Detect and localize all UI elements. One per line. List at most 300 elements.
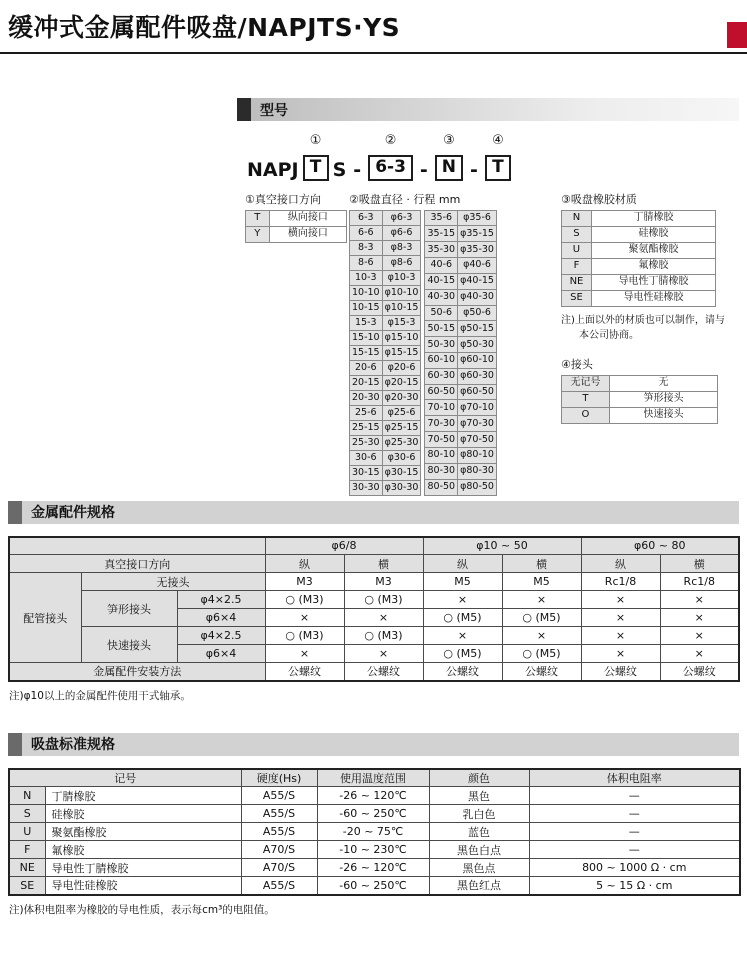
table-row <box>425 242 496 258</box>
color-cell: 黑色点 <box>429 859 529 877</box>
phi-cell: φ70-50 <box>458 432 497 448</box>
table-row <box>425 289 496 305</box>
material-cell: 硅橡胶 <box>45 805 241 823</box>
table-row <box>425 447 496 463</box>
rubber-material-label: ③吸盘橡胶材质 <box>560 192 637 206</box>
code-cell: 50-15 <box>425 321 458 337</box>
orientation-cell: 横 <box>502 555 581 573</box>
model-code-separator: - <box>470 158 478 181</box>
phi-cell: φ40-30 <box>458 289 497 305</box>
rubber-material-table <box>561 210 716 307</box>
table-row <box>350 345 421 360</box>
material-cell: 导电性硅橡胶 <box>45 877 241 895</box>
metal-note: 注)φ10以上的金属配件使用干式轴承。 <box>9 689 191 702</box>
code-cell: 40-15 <box>425 273 458 289</box>
pad-section-title: 吸盘标准规格 <box>31 737 115 754</box>
phi-cell: φ15-3 <box>382 315 421 330</box>
code-cell: Y <box>246 226 270 242</box>
section-marker-icon <box>8 501 22 524</box>
table-row <box>9 859 740 877</box>
value-cell: 氟橡胶 <box>591 258 715 274</box>
code-cell: 60-30 <box>425 368 458 384</box>
table-row <box>425 384 496 400</box>
model-code-fixed-s: S <box>332 158 347 181</box>
diameter-stroke-tables <box>349 210 497 496</box>
code-cell: 35-30 <box>425 242 458 258</box>
table-row <box>425 226 496 242</box>
phi-cell: φ15-15 <box>382 345 421 360</box>
code-cell: 70-10 <box>425 400 458 416</box>
rubber-note-line1: 注)上面以外的材质也可以制作，请与 <box>560 314 725 326</box>
color-cell: 黑色白点 <box>429 841 529 859</box>
code-cell: S <box>561 226 591 242</box>
temperature-cell: -20 ~ 75℃ <box>317 823 429 841</box>
phi-cell: φ15-10 <box>382 330 421 345</box>
value-cell: × <box>344 609 423 627</box>
orientation-cell: 横 <box>660 555 739 573</box>
table-row <box>9 823 740 841</box>
table-row <box>350 420 421 435</box>
code-cell: 6-6 <box>350 225 383 240</box>
size-cell: φ4×2.5 <box>177 627 265 645</box>
phi-cell: φ10-10 <box>382 285 421 300</box>
page-header <box>0 0 747 54</box>
code-cell: 40-30 <box>425 289 458 305</box>
value-cell: ○ (M3) <box>265 591 344 609</box>
phi-cell: φ6-6 <box>382 225 421 240</box>
value-cell: ○ (M3) <box>265 627 344 645</box>
value-cell: × <box>423 627 502 645</box>
table-row <box>425 337 496 353</box>
table-row <box>9 787 740 805</box>
table-row <box>425 432 496 448</box>
table-row <box>350 225 421 240</box>
pad-section-header <box>8 733 739 756</box>
code-cell: F <box>561 258 591 274</box>
table-row <box>425 210 496 226</box>
code-cell: 25-30 <box>350 435 383 450</box>
table-row <box>350 330 421 345</box>
hardness-cell: A55/S <box>241 877 317 895</box>
hardness-cell: A70/S <box>241 859 317 877</box>
phi-cell: φ8-6 <box>382 255 421 270</box>
size-cell: φ4×2.5 <box>177 591 265 609</box>
callout-2: ② <box>384 133 397 148</box>
phi-cell: φ20-30 <box>382 390 421 405</box>
orientation-cell: 横 <box>344 555 423 573</box>
code-cell: 8-6 <box>350 255 383 270</box>
table-row <box>350 210 421 225</box>
phi-cell: φ40-15 <box>458 273 497 289</box>
code-cell: 35-6 <box>425 210 458 226</box>
table-row <box>561 274 715 290</box>
mounting-label-cell: 金属配件安装方法 <box>9 663 265 681</box>
phi-cell: φ70-10 <box>458 400 497 416</box>
model-code-prefix: NAPJ <box>247 158 299 181</box>
resistivity-cell: — <box>529 805 740 823</box>
phi-cell: φ20-6 <box>382 360 421 375</box>
code-cell: 10-15 <box>350 300 383 315</box>
value-cell: × <box>581 645 660 663</box>
table-row <box>425 368 496 384</box>
value-cell: M3 <box>344 573 423 591</box>
code-cell: 40-6 <box>425 258 458 274</box>
value-cell: × <box>423 591 502 609</box>
table-row <box>350 450 421 465</box>
phi-cell: φ70-30 <box>458 416 497 432</box>
page-title: 缓冲式金属配件吸盘/NAPJTS·YS <box>8 13 401 42</box>
value-cell: 公螺纹 <box>344 663 423 681</box>
code-cell: 70-50 <box>425 432 458 448</box>
table-row <box>9 663 739 681</box>
model-option-tables <box>245 191 747 496</box>
value-cell: × <box>502 627 581 645</box>
table-row <box>9 573 739 591</box>
hardness-cell: A55/S <box>241 787 317 805</box>
value-cell: ○ (M3) <box>344 591 423 609</box>
code-cell: 25-15 <box>350 420 383 435</box>
orientation-cell: 纵 <box>265 555 344 573</box>
table-row <box>425 416 496 432</box>
phi-cell: φ30-30 <box>382 480 421 495</box>
size-group-header: φ6/8 <box>265 537 423 555</box>
phi-cell: φ10-15 <box>382 300 421 315</box>
table-row <box>9 877 740 895</box>
material-cell: 氟橡胶 <box>45 841 241 859</box>
code-cell: 80-10 <box>425 447 458 463</box>
code-cell: 30-6 <box>350 450 383 465</box>
value-cell: × <box>581 609 660 627</box>
phi-cell: φ10-3 <box>382 270 421 285</box>
value-cell: M5 <box>423 573 502 591</box>
value-cell: × <box>502 591 581 609</box>
phi-cell: φ35-15 <box>458 226 497 242</box>
code-cell: NE <box>9 859 45 877</box>
table-row <box>350 270 421 285</box>
code-cell: T <box>561 391 609 407</box>
phi-cell: φ80-30 <box>458 463 497 479</box>
value-cell: M3 <box>265 573 344 591</box>
table-row <box>561 210 715 226</box>
table-row <box>350 375 421 390</box>
callout-4: ④ <box>492 133 504 148</box>
temperature-cell: -60 ~ 250℃ <box>317 805 429 823</box>
table-row <box>246 226 347 242</box>
value-cell: ○ (M5) <box>502 609 581 627</box>
code-cell: 20-30 <box>350 390 383 405</box>
model-code-unit-2 <box>368 133 413 181</box>
material-cell: 丁腈橡胶 <box>45 787 241 805</box>
model-code <box>247 133 747 181</box>
diameter-stroke-table-left <box>349 210 421 496</box>
hardness-cell: A70/S <box>241 841 317 859</box>
resistivity-cell: — <box>529 823 740 841</box>
code-cell: 10-3 <box>350 270 383 285</box>
code-cell: 80-50 <box>425 479 458 495</box>
code-cell: 25-6 <box>350 405 383 420</box>
table-row <box>9 769 740 787</box>
code-cell: F <box>9 841 45 859</box>
temperature-cell: -10 ~ 230℃ <box>317 841 429 859</box>
table-row <box>350 285 421 300</box>
value-cell: ○ (M5) <box>502 645 581 663</box>
table-row <box>9 627 739 645</box>
phi-cell: φ80-10 <box>458 447 497 463</box>
code-cell: 无记号 <box>561 375 609 391</box>
table-row <box>9 537 739 555</box>
barb-joint-label-cell: 笋形接头 <box>81 591 177 627</box>
hardness-cell: A55/S <box>241 823 317 841</box>
temperature-cell: -26 ~ 120℃ <box>317 787 429 805</box>
material-cell: 聚氨酯橡胶 <box>45 823 241 841</box>
phi-cell: φ25-15 <box>382 420 421 435</box>
orientation-label-cell: 真空接口方向 <box>9 555 265 573</box>
rubber-note-line2: 本公司协商。 <box>578 330 639 342</box>
table-row <box>350 390 421 405</box>
size-cell: φ6×4 <box>177 609 265 627</box>
phi-cell: φ50-15 <box>458 321 497 337</box>
red-corner-marker <box>727 22 747 48</box>
code-cell: 70-30 <box>425 416 458 432</box>
table-row <box>350 300 421 315</box>
pipe-joint-label-cell: 配管接头 <box>9 573 81 663</box>
code-cell: 15-3 <box>350 315 383 330</box>
phi-cell: φ25-6 <box>382 405 421 420</box>
phi-cell: φ40-6 <box>458 258 497 274</box>
code-cell: T <box>246 210 270 226</box>
rubber-material-group <box>561 191 725 424</box>
header-cell: 体积电阻率 <box>529 769 740 787</box>
value-cell: 公螺纹 <box>423 663 502 681</box>
table-row <box>425 258 496 274</box>
code-cell: U <box>561 242 591 258</box>
table-row <box>246 210 347 226</box>
model-code-box-1: T <box>303 155 329 181</box>
color-cell: 乳白色 <box>429 805 529 823</box>
code-cell: 10-10 <box>350 285 383 300</box>
code-cell: SE <box>561 290 591 306</box>
code-cell: S <box>9 805 45 823</box>
value-cell: 公螺纹 <box>265 663 344 681</box>
value-cell: × <box>660 627 739 645</box>
callout-3: ③ <box>443 133 455 148</box>
orientation-cell: 纵 <box>581 555 660 573</box>
blank-header-cell <box>9 537 265 555</box>
value-cell: 公螺纹 <box>581 663 660 681</box>
table-row <box>350 405 421 420</box>
table-row <box>9 841 740 859</box>
metal-section-header <box>8 501 739 524</box>
value-cell: 无 <box>609 375 717 391</box>
table-row <box>425 273 496 289</box>
section-marker-icon <box>237 98 251 121</box>
value-cell: × <box>660 591 739 609</box>
value-cell: ○ (M3) <box>344 627 423 645</box>
table-row <box>425 305 496 321</box>
model-code-unit-3 <box>435 133 463 181</box>
joint-table <box>561 375 718 424</box>
table-row <box>9 555 739 573</box>
table-row <box>350 435 421 450</box>
value-cell: 导电性硅橡胶 <box>591 290 715 306</box>
table-row <box>425 463 496 479</box>
table-row <box>425 321 496 337</box>
value-cell: 笋形接头 <box>609 391 717 407</box>
no-joint-label-cell: 无接头 <box>81 573 265 591</box>
phi-cell: φ60-50 <box>458 384 497 400</box>
value-cell: Rc1/8 <box>660 573 739 591</box>
resistivity-cell: 5 ~ 15 Ω · cm <box>529 877 740 895</box>
table-row <box>9 805 740 823</box>
code-cell: 35-15 <box>425 226 458 242</box>
value-cell: × <box>581 591 660 609</box>
model-code-box-3: N <box>435 155 463 181</box>
header-cell: 颜色 <box>429 769 529 787</box>
value-cell: × <box>344 645 423 663</box>
code-cell: 80-30 <box>425 463 458 479</box>
diameter-stroke-label: ②吸盘直径 · 行程 mm <box>349 192 461 206</box>
joint-label: ④接头 <box>560 357 593 371</box>
value-cell: 公螺纹 <box>502 663 581 681</box>
code-cell: 15-15 <box>350 345 383 360</box>
phi-cell: φ25-30 <box>382 435 421 450</box>
value-cell: × <box>581 627 660 645</box>
model-code-unit-1 <box>303 133 329 181</box>
table-row <box>350 360 421 375</box>
code-cell: 6-3 <box>350 210 383 225</box>
value-cell: 聚氨酯橡胶 <box>591 242 715 258</box>
table-row <box>425 353 496 369</box>
table-row <box>561 375 717 391</box>
resistivity-cell: — <box>529 787 740 805</box>
rubber-note <box>561 313 725 344</box>
code-cell: N <box>561 210 591 226</box>
phi-cell: φ30-15 <box>382 465 421 480</box>
temperature-cell: -26 ~ 120℃ <box>317 859 429 877</box>
port-direction-table <box>245 210 347 243</box>
phi-cell: φ8-3 <box>382 240 421 255</box>
size-cell: φ6×4 <box>177 645 265 663</box>
color-cell: 黑色红点 <box>429 877 529 895</box>
header-cell: 硬度(Hs) <box>241 769 317 787</box>
code-cell: 8-3 <box>350 240 383 255</box>
table-row <box>425 400 496 416</box>
value-cell: 横向接口 <box>269 226 346 242</box>
table-row <box>561 242 715 258</box>
table-row <box>350 465 421 480</box>
header-cell: 记号 <box>9 769 241 787</box>
value-cell: M5 <box>502 573 581 591</box>
model-code-separator: - <box>353 158 362 181</box>
size-group-header: φ10 ~ 50 <box>423 537 581 555</box>
port-direction-label: ①真空接口方向 <box>245 192 321 206</box>
code-cell: 60-10 <box>425 353 458 369</box>
code-cell: 50-30 <box>425 337 458 353</box>
phi-cell: φ35-6 <box>458 210 497 226</box>
table-row <box>561 391 717 407</box>
model-section-title: 型号 <box>260 102 288 119</box>
code-cell: 20-15 <box>350 375 383 390</box>
material-cell: 导电性丁腈橡胶 <box>45 859 241 877</box>
color-cell: 黑色 <box>429 787 529 805</box>
value-cell: × <box>265 645 344 663</box>
phi-cell: φ20-15 <box>382 375 421 390</box>
value-cell: Rc1/8 <box>581 573 660 591</box>
model-code-unit-4 <box>485 133 511 181</box>
code-cell: U <box>9 823 45 841</box>
table-row <box>350 480 421 495</box>
title-divider <box>0 52 747 54</box>
value-cell: 丁腈橡胶 <box>591 210 715 226</box>
resistivity-cell: 800 ~ 1000 Ω · cm <box>529 859 740 877</box>
code-cell: 30-30 <box>350 480 383 495</box>
callout-1: ① <box>309 133 322 148</box>
value-cell: 快速接头 <box>609 407 717 423</box>
pad-note: 注)体积电阻率为橡胶的导电性质，表示每cm³的电阻值。 <box>9 903 275 916</box>
table-row <box>350 240 421 255</box>
header-cell: 使用温度范围 <box>317 769 429 787</box>
metal-fitting-table <box>8 536 740 682</box>
value-cell: × <box>660 645 739 663</box>
table-row <box>9 591 739 609</box>
value-cell: ○ (M5) <box>423 609 502 627</box>
table-row <box>561 258 715 274</box>
table-row <box>561 290 715 306</box>
value-cell: 纵向接口 <box>269 210 346 226</box>
metal-section-title: 金属配件规格 <box>31 505 115 522</box>
resistivity-cell: — <box>529 841 740 859</box>
phi-cell: φ50-6 <box>458 305 497 321</box>
value-cell: × <box>660 609 739 627</box>
model-code-box-2: 6-3 <box>368 155 413 181</box>
code-cell: NE <box>561 274 591 290</box>
value-cell: × <box>265 609 344 627</box>
table-row <box>350 255 421 270</box>
table-row <box>561 226 715 242</box>
value-cell: 公螺纹 <box>660 663 739 681</box>
hardness-cell: A55/S <box>241 805 317 823</box>
model-code-box-4: T <box>485 155 511 181</box>
section-marker-icon <box>8 733 22 756</box>
phi-cell: φ35-30 <box>458 242 497 258</box>
orientation-cell: 纵 <box>423 555 502 573</box>
code-cell: 50-6 <box>425 305 458 321</box>
code-cell: SE <box>9 877 45 895</box>
table-row <box>425 479 496 495</box>
model-section-header <box>237 98 739 121</box>
code-cell: 60-50 <box>425 384 458 400</box>
quick-joint-label-cell: 快速接头 <box>81 627 177 663</box>
port-direction-group <box>245 191 347 243</box>
code-cell: 20-6 <box>350 360 383 375</box>
phi-cell: φ60-30 <box>458 368 497 384</box>
code-cell: 15-10 <box>350 330 383 345</box>
model-code-separator: - <box>419 158 428 181</box>
value-cell: ○ (M5) <box>423 645 502 663</box>
code-cell: O <box>561 407 609 423</box>
value-cell: 导电性丁腈橡胶 <box>591 274 715 290</box>
code-cell: N <box>9 787 45 805</box>
size-group-header: φ60 ~ 80 <box>581 537 739 555</box>
color-cell: 蓝色 <box>429 823 529 841</box>
table-row <box>561 407 717 423</box>
diameter-stroke-group <box>349 191 497 496</box>
phi-cell: φ30-6 <box>382 450 421 465</box>
code-cell: 30-15 <box>350 465 383 480</box>
table-row <box>350 315 421 330</box>
temperature-cell: -60 ~ 250℃ <box>317 877 429 895</box>
phi-cell: φ60-10 <box>458 353 497 369</box>
